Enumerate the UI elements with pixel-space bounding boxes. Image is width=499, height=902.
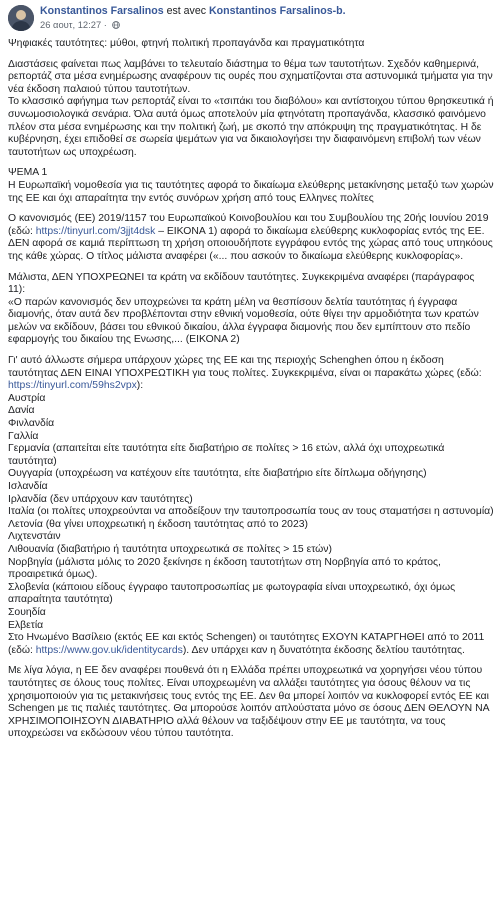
with-text: est avec	[166, 5, 207, 17]
regulation-paragraph	[8, 213, 494, 263]
schengen-text-end: ):	[136, 380, 144, 392]
schengen-link[interactable]: https://tinyurl.com/59hs2vpx	[8, 380, 137, 392]
country-item: Αυστρία	[8, 392, 46, 404]
post-header	[8, 4, 491, 34]
intro-paragraph-2: Το κλασσικό αφήγημα των ρεπορτάζ είναι το «τσιπάκι του διαβόλου» και αντίστοιχου τύπου θρησκευτικά ή συνωμοσιολογικά σενάρια. Όλα αυτά όμως αποτελούν μία φτηνότατη προπαγάνδα, κλασσικό φαινόμενο πλέον στα μέσα ενημέρωσης και την πολιτική ζωή, με σκοπό την απόκρυψη της πραγματικότητας. Η δε κυβέρνηση, έχει επιδοθεί σε σωρεία ψεμάτων για να δικαιολογήσει την διαφαινόμενη επιβολή των νέων ταυτοτήτων ως υποχρέωση.	[8, 96, 494, 158]
post-meta	[40, 19, 120, 31]
country-item: Ελβετία	[8, 619, 44, 631]
country-item: Λιχτενστάιν	[8, 531, 61, 543]
country-item: Ιταλία (οι πολίτες υποχρεούνται να αποδείξουν την ταυτοπροσωπία τους αν τους σταματήσει η αστυνομία)	[8, 506, 494, 518]
post-date[interactable]: 26 αουτ, 12:27 ·	[40, 19, 107, 30]
country-item: Λετονία (θα γίνει υποχρεωτική η έκδοση ταυτότητας από το 2023)	[8, 518, 308, 530]
obligation-paragraph: Μάλιστα, ΔΕΝ ΥΠΟΧΡΕΩΝΕΙ τα κράτη να εκδίδουν ταυτότητες. Συγκεκριμένα αναφέρει (παράγραφος 11):	[8, 271, 475, 296]
country-item: Γερμανία (απαιτείται είτε ταυτότητα είτε διαβατήριο σε πολίτες > 16 ετών, αλλά όχι υποχρεωτικά ταυτότητα)	[8, 443, 445, 467]
uk-text-start: Στο Ηνωμένο Βασίλειο (εκτός ΕΕ και εκτός Schengen) οι ταυτότητες ΕΧΟΥΝ ΚΑΤΑΡΓΗΘΕΙ από το 2011 (εδώ:	[8, 632, 485, 656]
author-name[interactable]: Konstantinos Farsalinos	[40, 5, 164, 17]
country-item: Ουγγαρία (υποχρέωση να κατέχουν είτε ταυτότητα, είτε διαβατήριο είτε δίπλωμα οδήγησης)	[8, 468, 427, 480]
uk-link[interactable]: https://www.gov.uk/identitycards	[35, 644, 183, 656]
post-content	[8, 38, 494, 741]
author-line	[40, 5, 346, 18]
country-item: Φινλανδία	[8, 418, 55, 430]
tagged-name[interactable]: Konstantinos Farsalinos-b.	[208, 5, 346, 17]
regulation-quote: «Ο παρών κανονισμός δεν υποχρεώνει τα κράτη μέλη να θεσπίσουν δελτία ταυτότητας ή έγγραφα διαμονής, όταν αυτά δεν προβλέπονται στην εθνική νομοθεσία, ούτε θίγει την αρμοδιότητα των κρατών μελών να εκδίδουν, βάσει του εθνικού δικαίου, άλλα έγγραφα διαμονής που δεν εμπίπτουν στο πεδίο εφαρμογής του δικαίου της Ενωσης,... (ΕΙΚΟΝΑ 2)	[8, 296, 479, 346]
uk-paragraph	[8, 632, 494, 657]
globe-icon	[112, 21, 120, 29]
country-item: Νορβηγία (μάλιστα μόλις το 2020 ξεκίνησε η έκδοση ταυτοτήτων στη Νορβηγία από το κράτος, προαιρετικά όμως).	[8, 556, 441, 581]
country-item: Σλοβενία (κάποιου είδους έγγραφο ταυτοπροσωπίας με φωτογραφία είναι υποχρεωτικό, όχι όμως απαραίτητα ταυτότητα)	[8, 581, 456, 606]
country-item: Σουηδία	[8, 606, 46, 618]
schengen-paragraph	[8, 355, 494, 393]
schengen-text-start: Γι' αυτό άλλωστε σήμερα υπάρχουν χώρες της ΕΕ και της περιοχής Schenghen όπου η έκδοση ταυτότητας ΔΕΝ ΕΙΝΑΙ ΥΠΟΧΡΕΩΤΙΚΗ για τους πολίτες. Συγκεκριμένα, είναι οι παρακάτω χώρες (εδώ:	[8, 355, 482, 379]
avatar-image	[8, 5, 34, 31]
avatar[interactable]	[8, 5, 34, 31]
regulation-text-start: Ο κανονισμός (ΕΕ) 2019/1157 του Ευρωπαϊκού Κοινοβουλίου και του Συμβουλίου της 20ής Ιουνίου 2019 (εδώ:	[8, 213, 489, 237]
regulation-text-end: – ΕΙΚΟΝΑ 1) αφορά το δικαίωμα ελεύθερης κυκλοφορίας εντός της ΕΕ. ΔΕΝ αφορά σε καμιά περίπτωση τη χρήση οποιουδήποτε εγγράφου εντός της χώρας από τους υπηκόους της κάθε χώρας. Ο τίτλος μάλιστα αναφέρει («... που ασκούν το δικαίωμα ελεύθερης κυκλοφορίας».	[8, 225, 493, 262]
intro-paragraph-1: Διαστάσεις φαίνεται πως λαμβάνει το τελευταίο διάστημα το θέμα των ταυτοτήτων. Σχεδόν καθημερινά, ρεπορτάζ στα μέσα ενημέρωσης αναφέρουν τις ουρές που σχηματίζονται στα αστυνομικά τμήματα για την νέα έκδοση παλαιού τύπου ταυτοτήτων.	[8, 58, 493, 95]
country-item: Ισλανδία	[8, 481, 48, 492]
country-item: Δανία	[8, 405, 35, 417]
country-item: Γαλλία	[8, 430, 39, 442]
myth-1-text: Η Ευρωπαϊκή νομοθεσία για τις ταυτότητες αφορά το δικαίωμα ελεύθερης μετακίνησης μεταξύ των χωρών της ΕΕ και όχι απαραίτητα την εντός συνόρων χρήση από τους Ελληνες πολίτες	[8, 179, 494, 204]
country-item: Λιθουανία (διαβατήριο ή ταυτότητα υποχρεωτικά σε πολίτες > 15 ετών)	[8, 543, 332, 555]
uk-text-end: ). Δεν υπάρχει καν η δυνατότητα έκδοσης δελτίου ταυτότητας.	[182, 644, 465, 656]
country-item: Ιρλανδία (δεν υπάρχουν καν ταυτότητες)	[8, 493, 193, 505]
post-title: Ψηφιακές ταυτότητες: μύθοι, φτηνή πολιτική προπαγάνδα και πραγματικότητα	[8, 38, 365, 49]
closing-paragraph: Με λίγα λόγια, η ΕΕ δεν αναφέρει πουθενά ότι η Ελλάδα πρέπει υποχρεωτικά να χορηγήσει νέου τύπου ταυτότητες σε όλους τους πολίτες. Είναι υποχρεωμένη να αλλάξει ταυτότητες για όσους θέλουν να τις χρησιμοποιούν για τις μετακινήσεις τους εντός της ΕΕ. Δεν θα μπορεί λοιπόν να κυκλοφορεί εντός ΕΕ και Schengen με τις παλιές ταυτότητες. Θα μπορούσε λοιπόν απλούστατα μόνο σε όσους ΔΕΝ ΘΕΛΟΥΝ ΝΑ ΧΡΗΣΙΜΟΠΟΙΗΣΟΥΝ ΔΙΑΒΑΤΗΡΙΟ αλλά θέλουν να ταξιδέψουν στην ΕΕ με ταυτότητα, να τους υποχρεώσει να εκδώσουν νέου τύπου ταυτότητα.	[8, 665, 489, 740]
myth-1-heading: ΨΕΜΑ 1	[8, 167, 48, 179]
regulation-link[interactable]: https://tinyurl.com/3jjt4dsk	[35, 225, 156, 237]
country-list	[8, 393, 494, 632]
